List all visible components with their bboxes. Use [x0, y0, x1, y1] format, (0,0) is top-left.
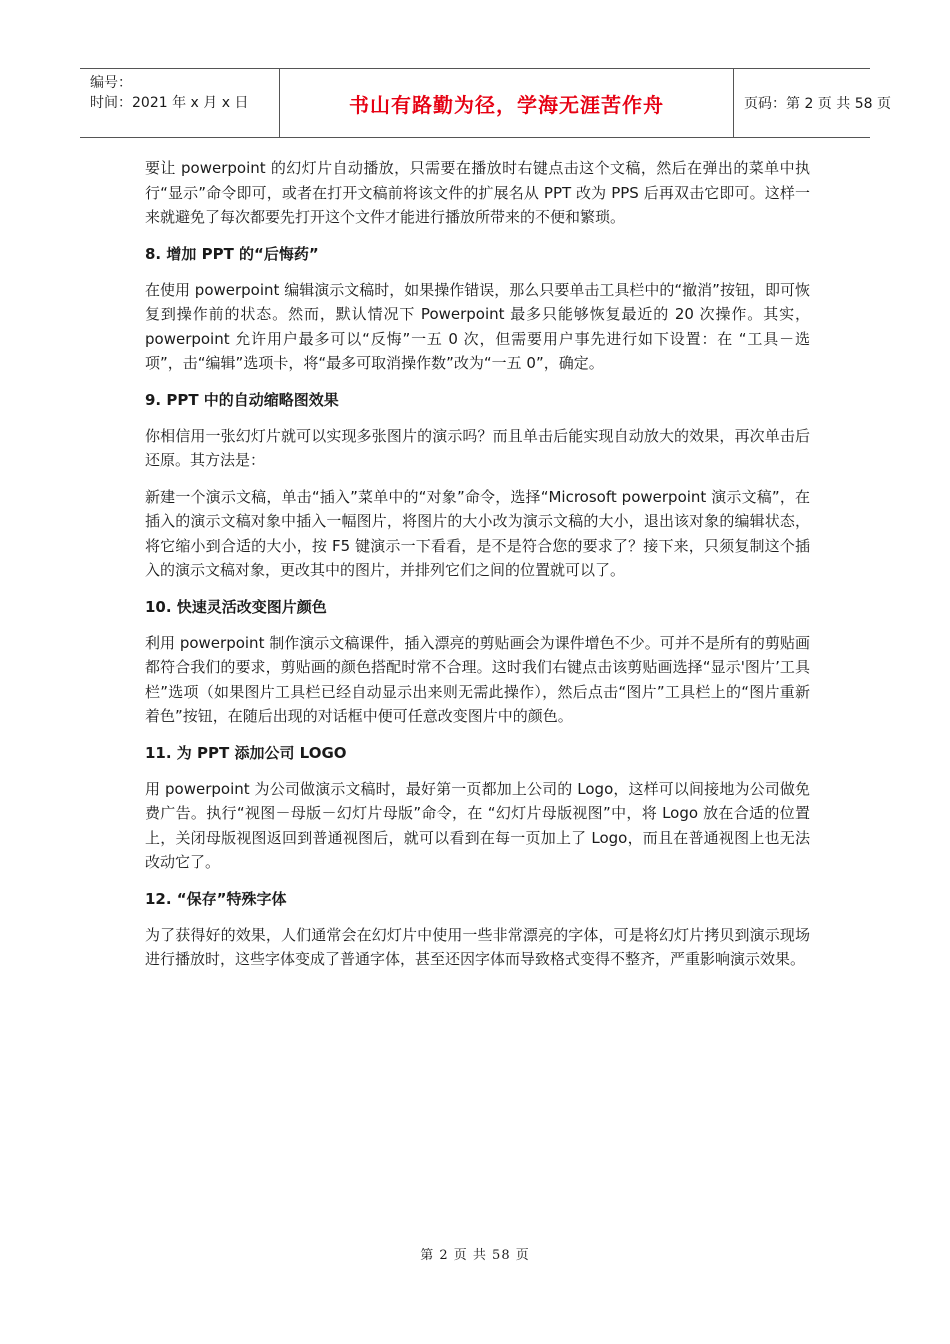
document-date-label: 时间：2021 年 x 月 x 日 [90, 95, 249, 111]
document-number-label: 编号： [90, 75, 132, 91]
paragraph: 用 powerpoint 为公司做演示文稿时，最好第一页都加上公司的 Logo，这样可以间接地为公司做免费广告。执行“视图－母版－幻灯片母版”命令，在 “幻灯片母版视图”中，将 Logo 放在合适的位置上，关闭母版视图返回到普通视图后，就可以看到在每一页加上了 Logo，而且在普通视图上也无法改动它了。 [145, 779, 810, 871]
header-meta [80, 69, 280, 137]
header-motto-cell [280, 69, 734, 137]
section-heading: 10. 快速灵活改变图片颜色 [145, 597, 327, 616]
section-heading: 11. 为 PPT 添加公司 LOGO [145, 743, 347, 762]
header-page-info: 页码：第 2 页 共 58 页 [744, 96, 891, 112]
header-page-info-cell [734, 69, 891, 137]
paragraph: 为了获得好的效果，人们通常会在幻灯片中使用一些非常漂亮的字体，可是将幻灯片拷贝到演示现场进行播放时，这些字体变成了普通字体，甚至还因字体而导致格式变得不整齐，严重影响演示效果。 [145, 925, 810, 968]
header-motto: 书山有路勤为径，学海无涯苦作舟 [349, 92, 664, 117]
section-heading: 8. 增加 PPT 的“后悔药” [145, 244, 319, 263]
paragraph: 在使用 powerpoint 编辑演示文稿时，如果操作错误，那么只要单击工具栏中的“撤消”按钮，即可恢复到操作前的状态。然而，默认情况下 Powerpoint 最多只能够恢复最近的 20 次操作。其实，powerpoint 允许用户最多可以“反悔”一五 0 次，但需要用户事先进行如下设置：在 “工具－选项”，击“编辑”选项卡，将“最多可取消操作数”改为“一五 0”，确定。 [145, 280, 810, 372]
page-footer: 第 2 页 共 58 页 [420, 1248, 530, 1263]
page-header [80, 68, 891, 138]
paragraph: 新建一个演示文稿，单击“插入”菜单中的“对象”命令，选择“Microsoft powerpoint 演示文稿”，在插入的演示文稿对象中插入一幅图片，将图片的大小改为演示文稿的大小，退出该对象的编辑状态，将它缩小到合适的大小，按 F5 键演示一下看看，是不是符合您的要求了？接下来，只须复制这个插入的演示文稿对象，更改其中的图片，并排列它们之间的位置就可以了。 [145, 487, 810, 579]
document-body [145, 156, 810, 984]
paragraph: 利用 powerpoint 制作演示文稿课件，插入漂亮的剪贴画会为课件增色不少。可并不是所有的剪贴画都符合我们的要求，剪贴画的颜色搭配时常不合理。这时我们右键点击该剪贴画选择“显示'图片’工具栏”选项（如果图片工具栏已经自动显示出来则无需此操作），然后点击“图片”工具栏上的“图片重新着色”按钮，在随后出现的对话框中便可任意改变图片中的颜色。 [145, 633, 810, 725]
section-heading: 12. “保存”特殊字体 [145, 889, 287, 908]
section-heading: 9. PPT 中的自动缩略图效果 [145, 390, 339, 409]
paragraph: 要让 powerpoint 的幻灯片自动播放，只需要在播放时右键点击这个文稿，然后在弹出的菜单中执行“显示”命令即可，或者在打开文稿前将该文件的扩展名从 PPT 改为 PPS 后再双击它即可。这样一来就避免了每次都要先打开这个文件才能进行播放所带来的不便和繁琐。 [145, 159, 810, 226]
paragraph: 你相信用一张幻灯片就可以实现多张图片的演示吗？而且单击后能实现自动放大的效果，再次单击后还原。其方法是： [145, 426, 810, 469]
